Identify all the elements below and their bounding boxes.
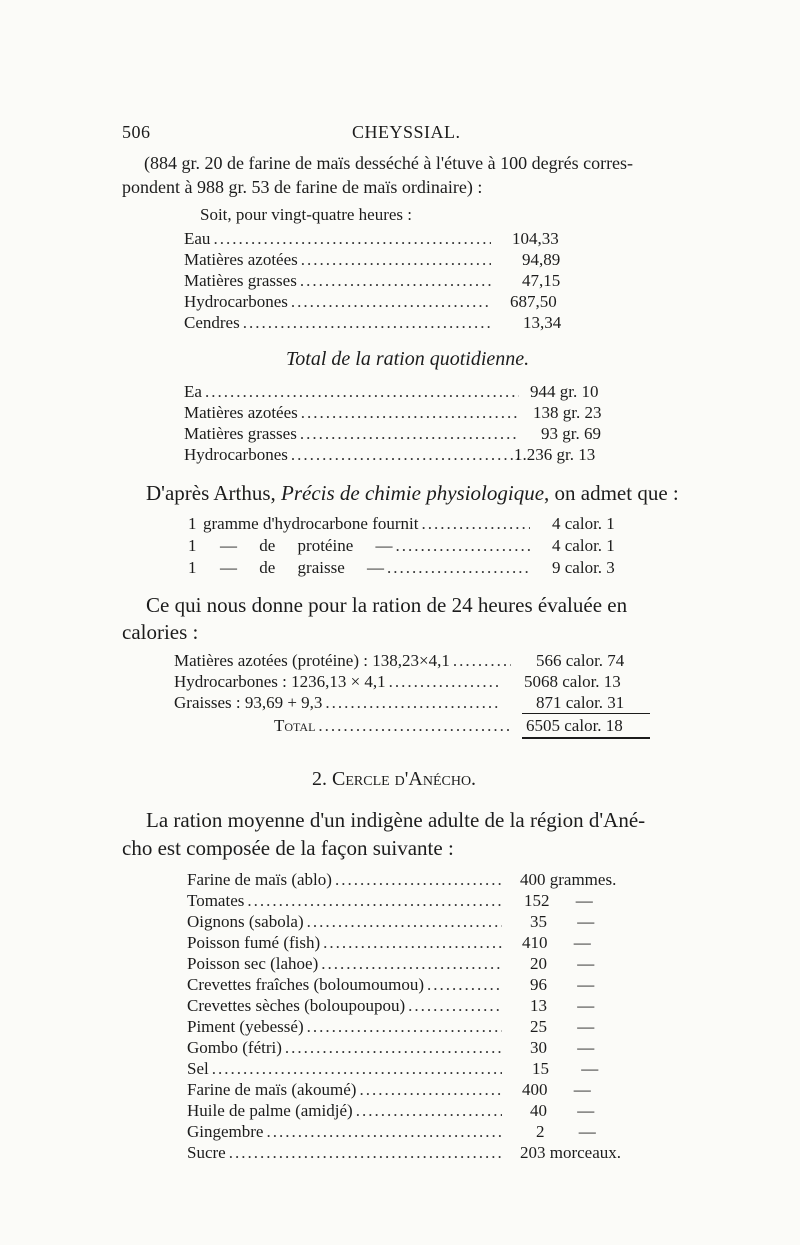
- table-value: 35 —: [530, 912, 595, 931]
- table-row: Hydrocarbones .....: [184, 445, 522, 465]
- table-row: Crevettes fraîches (boloumoumou) .....: [187, 975, 505, 995]
- table-row: Cendres .....: [184, 313, 494, 333]
- table-value: 40 —: [530, 1101, 595, 1120]
- table-row: Matières azotées (protéine) : 138,23×4,1 .....: [174, 651, 514, 671]
- table-row: Farine de maïs (ablo) .....: [187, 870, 505, 890]
- table-row: Eau .....: [184, 229, 494, 249]
- table-value: 13,34: [523, 313, 562, 332]
- table-row: Matières azotées .....: [184, 403, 522, 423]
- table-row: Matières grasses .....: [184, 271, 494, 291]
- intro-line-2: pondent à 988 gr. 53 de farine de maïs ordinaire) :: [122, 177, 483, 197]
- intro-line-1: (884 gr. 20 de farine de maïs desséché à l'étuve à 100 degrés corres-: [144, 153, 634, 173]
- sum-rule: [522, 713, 650, 714]
- table-value: 4 calor. 1: [552, 536, 615, 555]
- table-row: Huile de palme (amidjé) .....: [187, 1101, 505, 1121]
- table-value: 566 calor. 74: [536, 651, 625, 670]
- table-row: Gingembre .....: [187, 1122, 505, 1142]
- table-row: Crevettes sèches (boloupoupou) .....: [187, 996, 505, 1016]
- table-row: Hydrocarbones .....: [184, 292, 494, 312]
- running-title: CHEYSSIAL.: [352, 122, 461, 142]
- table-value: 2 —: [536, 1122, 596, 1141]
- table-value: 93 gr. 69: [541, 424, 601, 443]
- table-value: 9 calor. 3: [552, 558, 615, 577]
- table-row: Ea .....: [184, 382, 522, 402]
- ration-line-1: Ce qui nous donne pour la ration de 24 heures évaluée en: [146, 593, 628, 617]
- soit-line: Soit, pour vingt-quatre heures :: [200, 205, 412, 224]
- table-value-total: 6505 calor. 18: [526, 716, 623, 735]
- table-row: Matières azotées .....: [184, 250, 494, 270]
- page-number: 506: [122, 122, 151, 142]
- table-value: 410 —: [522, 933, 591, 952]
- table-row: — de graisse — .....: [220, 558, 533, 578]
- section-title: 2. Cercle d'Anécho.: [312, 768, 477, 790]
- table-value: 25 —: [530, 1017, 595, 1036]
- table-value: 96 —: [530, 975, 595, 994]
- table-value: 4 calor. 1: [552, 514, 615, 533]
- table-value: 47,15: [522, 271, 561, 290]
- total-underline: [522, 737, 650, 739]
- table-row: Oignons (sabola) .....: [187, 912, 505, 932]
- qty: 1: [188, 536, 197, 555]
- table-value: 400 —: [522, 1080, 591, 1099]
- table-value: 94,89: [522, 250, 561, 269]
- table-value: 152 —: [524, 891, 593, 910]
- ration-line-2: calories :: [122, 620, 199, 644]
- table-value: 20 —: [530, 954, 595, 973]
- table-row-total: Total .....: [274, 716, 514, 736]
- table-value: 13 —: [530, 996, 595, 1015]
- table-row: Farine de maïs (akoumé) .....: [187, 1080, 505, 1100]
- table-value: 944 gr. 10: [530, 382, 599, 401]
- table-row: Graisses : 93,69 + 9,3 .....: [174, 693, 504, 713]
- table-value: 687,50: [510, 292, 557, 311]
- anecho-line-1: La ration moyenne d'un indigène adulte de la région d'Ané-: [146, 808, 646, 832]
- table-row: Poisson sec (lahoe) .....: [187, 954, 505, 974]
- arthus-line: D'après Arthus, Précis de chimie physiologique, on admet que :: [146, 481, 679, 505]
- table-value: 871 calor. 31: [536, 693, 625, 712]
- book-title: Précis de chimie physiologique: [281, 481, 545, 505]
- table-value: 15 —: [532, 1059, 599, 1078]
- table-row: Gombo (fétri) .....: [187, 1038, 505, 1058]
- table-row: Piment (yebessé) .....: [187, 1017, 505, 1037]
- table-value: 104,33: [512, 229, 559, 248]
- total-heading: Total de la ration quotidienne.: [286, 348, 530, 370]
- qty: 1: [188, 558, 197, 577]
- table-row: Sel .....: [187, 1059, 505, 1079]
- table-value: 138 gr. 23: [533, 403, 602, 422]
- table-row: Tomates .....: [187, 891, 505, 911]
- table-row: gramme d'hydrocarbone fournit .....: [203, 514, 533, 534]
- table-value: 400 grammes.: [520, 870, 617, 889]
- table-row: Matières grasses .....: [184, 424, 522, 444]
- table-row: Hydrocarbones : 1236,13 × 4,1 .....: [174, 672, 504, 692]
- qty: 1: [188, 514, 197, 533]
- table-value: 30 —: [530, 1038, 595, 1057]
- anecho-line-2: cho est composée de la façon suivante :: [122, 836, 454, 860]
- table-value: 203 morceaux.: [520, 1143, 622, 1162]
- table-value: 1.236 gr. 13: [514, 445, 596, 464]
- table-row: Poisson fumé (fish) .....: [187, 933, 505, 953]
- table-row: — de protéine — .....: [220, 536, 533, 556]
- table-row: Sucre .....: [187, 1143, 505, 1163]
- table-value: 5068 calor. 13: [524, 672, 621, 691]
